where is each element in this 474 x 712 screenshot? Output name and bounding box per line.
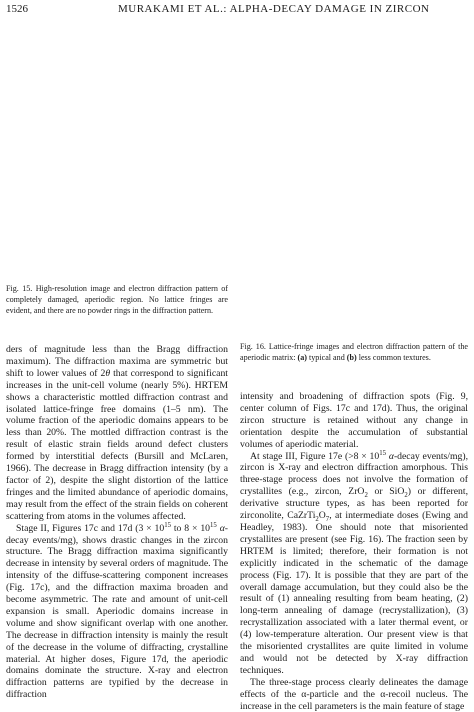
figure-15-caption (6, 283, 228, 316)
panel-label-b: (b) (346, 353, 357, 362)
alpha-symbol: α (388, 450, 394, 462)
right-paragraph-1: intensity and broadening of diffraction spots (Fig. 9, center column of Figs. 17c and 17d). Thus, the original zircon structure is retained without any change in orientation despite the accumulation of substantial volumes of aperiodic material. (240, 391, 468, 450)
page-number: 1526 (6, 3, 28, 15)
right-column (240, 391, 468, 712)
figure-16-caption (240, 341, 468, 363)
figure-15-image (6, 18, 228, 273)
figure-15-caption-text: Fig. 15. High-resolution image and electron diffraction pattern of completely damaged, aperiodic region. No lattice fringes are evident, and there are no powder rings in the diffraction pattern. (6, 284, 228, 315)
theta-symbol: θ (105, 367, 111, 379)
running-head-title: MURAKAMI ET AL.: ALPHA-DECAY DAMAGE IN ZIRCON (118, 3, 430, 15)
figure-16-image (240, 18, 468, 333)
left-paragraph-1: ders of magnitude less than the Bragg diffraction maximum). The diffraction maxima are symmetric but shift to lower values of 2θ that correspond to significant increases in the unit-cell volume (nearly 5%). HRTEM shows a characteristic mottled diffraction contrast and isolated lattice-fringe free domains (1–5 nm). The volume fraction of the aperiodic domains appears to be less than 20%. The mottled diffraction contrast is the result of elastic strain fields around defect clusters formed by interstitial defects (Bursill and McLaren, 1966). The decrease in Bragg diffraction intensity (by a factor of 2), despite the slight distortion of the lattice fringes and the limited abundance of aperiodic domains, may result from the effect of the strain fields on coherent scattering from atoms in the volumes affected. (6, 344, 228, 522)
right-paragraph-2: At stage III, Figure 17e ($>8 \times 10^{15}$ α-decay events/mg), zircon is X-ray and electron diffraction amorphous. This three-stage process does not involve the formation of crystallites (e.g., zircon, ZrO$_2$ or SiO$_2$) or different, derivative structure types, as has been reported for zirconolite, $CaZrTi_2O_7$, at intermediate doses (Ewing and Headley, 1983). One should note that misoriented crystallites are present (see Fig. 16). The fraction seen by HRTEM is limited; therefore, their formation is not explicitly indicated in the schematic of the damage process (Fig. 17). It is possible that they are part of the overall damage accumulation, but they could also be the result of (1) annealing resulting from beam heating, (2) long-term annealing of damage (recrystallization), (3) recrystallization associated with a later thermal event, or (4) low-temperature alteration. Our present view is that the misoriented crystallites are quite limited in volume and would not be detected by X-ray diffraction techniques. (240, 449, 469, 676)
left-paragraph-2: Stage II, Figures 17c and 17d ($3 \times 10^{15}$ to $8 \times 10^{15}$ α-decay events/mg), shows drastic changes in the zircon structure. The Bragg diffraction maxima significantly decrease in intensity by several orders of magnitude. The intensity of the diffuse-scattering component increases (Fig. 17c), and the diffraction maxima broaden and become asymmetric. The rate and amount of unit-cell expansion is small. Aperiodic domains increase in volume and show significant overlap with one another. The decrease in diffraction intensity is mainly the result of the decrease in the volume of diffracting, crystalline material. At higher doses, Figure 17d, the aperiodic domains dominate the structure. X-ray and electron diffraction patterns are typified by the decrease in diffraction (6, 521, 229, 701)
panel-label-a: (a) (297, 353, 307, 362)
figure-16-caption-text: Fig. 16. Lattice-fringe images and electron diffraction pattern of the aperiodic matrix: (a) typical and (b) less common textures. (240, 342, 468, 362)
left-column (6, 344, 228, 701)
running-header (6, 2, 468, 16)
alpha-symbol: α (219, 522, 225, 534)
right-paragraph-3: The three-stage process clearly delineates the damage effects of the α-particle and the α-recoil nucleus. The increase in the cell parameters is the main feature of stage (240, 676, 468, 712)
